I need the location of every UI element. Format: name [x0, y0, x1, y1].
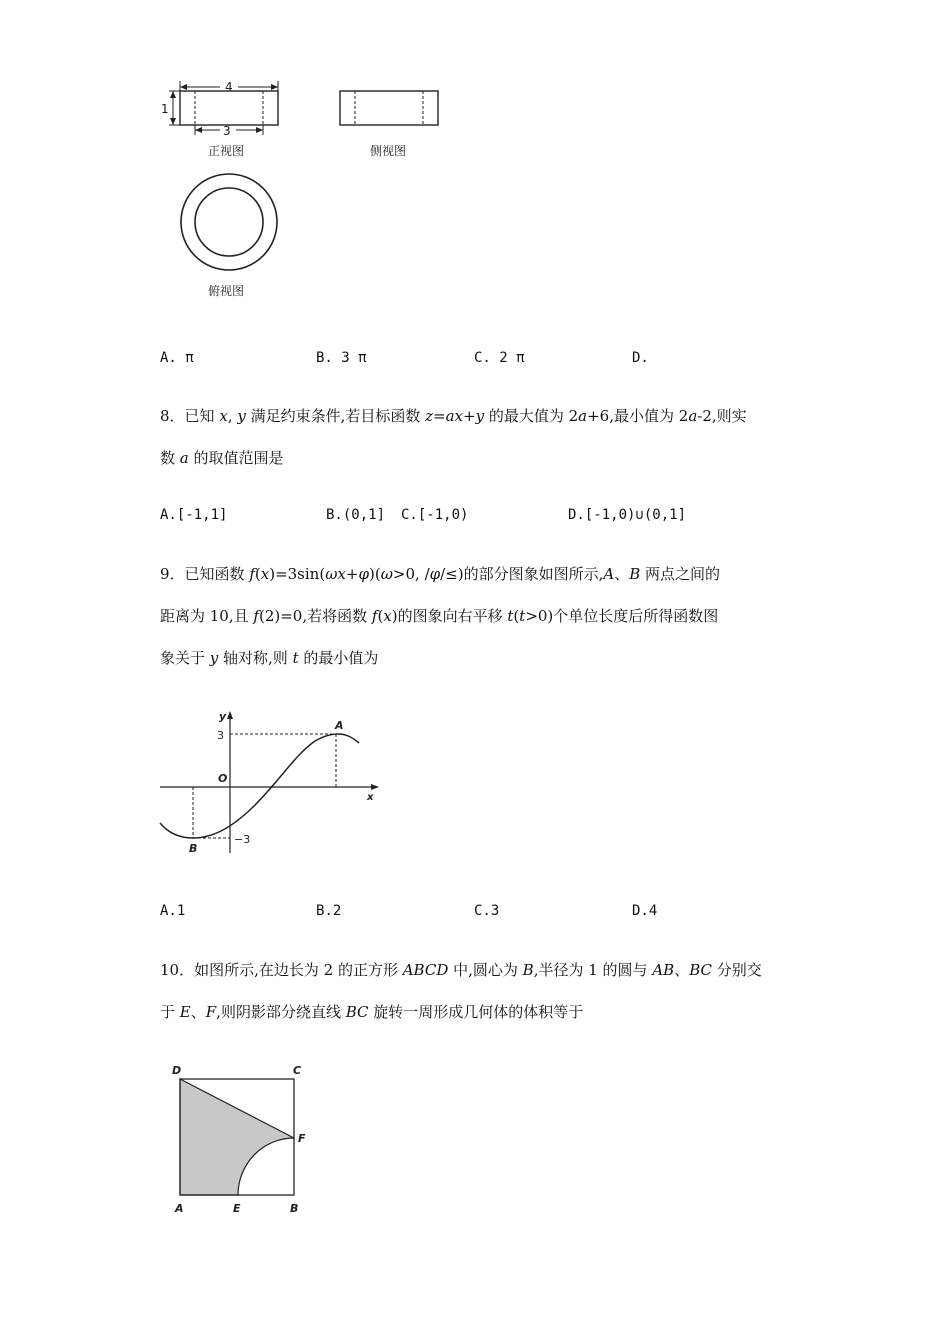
vertex-a-label: A	[175, 1202, 184, 1215]
text: )=3sin(	[269, 565, 326, 583]
tick-neg3-label: −3	[234, 833, 251, 846]
text: -2,则实	[697, 407, 747, 425]
math-var: x	[219, 407, 228, 425]
x-axis-arrow	[371, 784, 379, 790]
text: (	[254, 565, 261, 583]
math-var: y	[209, 649, 219, 667]
math-var: BC	[345, 1003, 369, 1021]
q7-option-a[interactable]: A. π	[160, 350, 194, 366]
text: 于	[160, 1003, 180, 1021]
text: 已知函数	[184, 565, 250, 583]
q9-option-b[interactable]: B.2	[316, 903, 342, 919]
point-f-label: F	[298, 1132, 306, 1145]
q7-option-b[interactable]: B. 3 π	[316, 350, 367, 366]
text: 满足约束条件,若目标函数	[245, 407, 426, 425]
math-var: a	[578, 407, 588, 425]
math-var: ABCD	[402, 961, 449, 979]
dim-width-label: 4	[225, 80, 233, 94]
text: 、	[190, 1003, 206, 1021]
q9-text-line-2	[160, 606, 718, 626]
text: 、	[674, 961, 690, 979]
text: +6,最小值为 2	[587, 407, 689, 425]
math-var: f	[253, 607, 259, 625]
tick-3-label: 3	[217, 729, 224, 742]
q7-option-d[interactable]: D.	[632, 350, 649, 366]
dim-height-label: 1	[161, 102, 169, 116]
point-a-label: A	[335, 719, 344, 732]
math-var: a	[688, 407, 698, 425]
front-view-label: 正视图	[208, 144, 245, 158]
math-var: t	[292, 649, 299, 667]
math-var: x	[383, 607, 392, 625]
dim-inner-label: 3	[223, 124, 231, 138]
point-b-label: B	[189, 842, 198, 855]
q10-text-line-1	[160, 960, 762, 980]
sine-curve	[160, 734, 359, 838]
vertex-b-label: B	[290, 1202, 299, 1215]
math-var: φ	[429, 565, 441, 583]
math-var: F	[205, 1003, 217, 1021]
text: 、	[614, 565, 630, 583]
text: )的图象向右平移	[391, 607, 508, 625]
text: 的最小值为	[298, 649, 379, 667]
math-var: t	[519, 607, 526, 625]
q8-option-a[interactable]: A.[-1,1]	[160, 507, 228, 523]
text: ,	[227, 407, 238, 425]
q7-option-c[interactable]: C. 2 π	[474, 350, 525, 366]
shaded-region	[180, 1079, 294, 1195]
q9-option-d[interactable]: D.4	[632, 903, 658, 919]
text: 的最大值为 2	[484, 407, 579, 425]
text: 如图所示,在边长为 2 的正方形	[194, 961, 403, 979]
vertex-c-label: C	[293, 1064, 302, 1077]
text: 象关于	[160, 649, 210, 667]
y-axis-arrow	[227, 711, 233, 719]
text: 旋转一周形成几何体的体积等于	[368, 1003, 584, 1021]
math-var: A	[603, 565, 615, 583]
math-var: AB	[652, 961, 675, 979]
x-axis-label: x	[367, 792, 374, 803]
q8-option-c[interactable]: C.[-1,0)	[401, 507, 469, 523]
math-var: B	[522, 961, 534, 979]
text: 已知	[184, 407, 220, 425]
square-abcd-figure	[168, 1060, 318, 1220]
math-var: E	[179, 1003, 191, 1021]
q9-text-line-3	[160, 648, 378, 668]
q9-text-line-1	[160, 564, 720, 584]
text: >0)个单位长度后所得函数图	[525, 607, 719, 625]
text: )(	[368, 565, 381, 583]
text: ,半径为 1 的圆与	[533, 961, 653, 979]
question-number: 10．	[160, 961, 195, 979]
math-var: f	[371, 607, 378, 625]
q8-option-b[interactable]: B.(0,1]	[326, 507, 386, 523]
q8-option-d[interactable]: D.[-1,0)∪(0,1]	[568, 507, 687, 523]
text: >0, /	[392, 565, 430, 583]
text: 距离为 10,且	[160, 607, 254, 625]
math-var: x	[260, 565, 270, 583]
q8-text-line-1	[160, 406, 747, 426]
text: 的取值范围是	[188, 449, 284, 467]
front-view	[161, 80, 278, 158]
math-var: BC	[689, 961, 712, 979]
text: /≤)的部分图象如图所示,	[440, 565, 604, 583]
side-view-label: 侧视图	[370, 144, 407, 158]
origin-label: O	[218, 772, 228, 785]
text: (2)=0,若将函数	[258, 607, 372, 625]
top-view-label: 俯视图	[208, 284, 245, 298]
q9-option-c[interactable]: C.3	[474, 903, 500, 919]
text: 分别交	[711, 961, 762, 979]
vertex-d-label: D	[172, 1064, 182, 1077]
math-var: a	[179, 449, 189, 467]
math-expr: ωx+φ	[325, 565, 369, 583]
question-number: 8．	[160, 407, 185, 425]
math-var: ω	[380, 565, 393, 583]
text: 轴对称,则	[218, 649, 293, 667]
q9-option-a[interactable]: A.1	[160, 903, 186, 919]
three-view-figure	[160, 75, 460, 305]
math-var: B	[629, 565, 641, 583]
sine-graph-figure	[155, 705, 395, 860]
question-number: 9．	[160, 565, 185, 583]
math-expr: z=ax+y	[425, 407, 485, 425]
text: (	[513, 607, 520, 625]
text: ,则阴影部分绕直线	[216, 1003, 346, 1021]
y-axis-label: y	[219, 710, 227, 723]
text: 数	[160, 449, 180, 467]
top-view	[181, 174, 277, 298]
side-view	[340, 91, 438, 158]
point-e-label: E	[233, 1202, 241, 1215]
text: (	[377, 607, 384, 625]
text: 两点之间的	[640, 565, 721, 583]
text: 中,圆心为	[448, 961, 523, 979]
q10-text-line-2	[160, 1002, 583, 1022]
math-var: t	[507, 607, 514, 625]
math-var: f	[249, 565, 255, 583]
math-var: y	[237, 407, 246, 425]
q8-text-line-2	[160, 448, 284, 468]
